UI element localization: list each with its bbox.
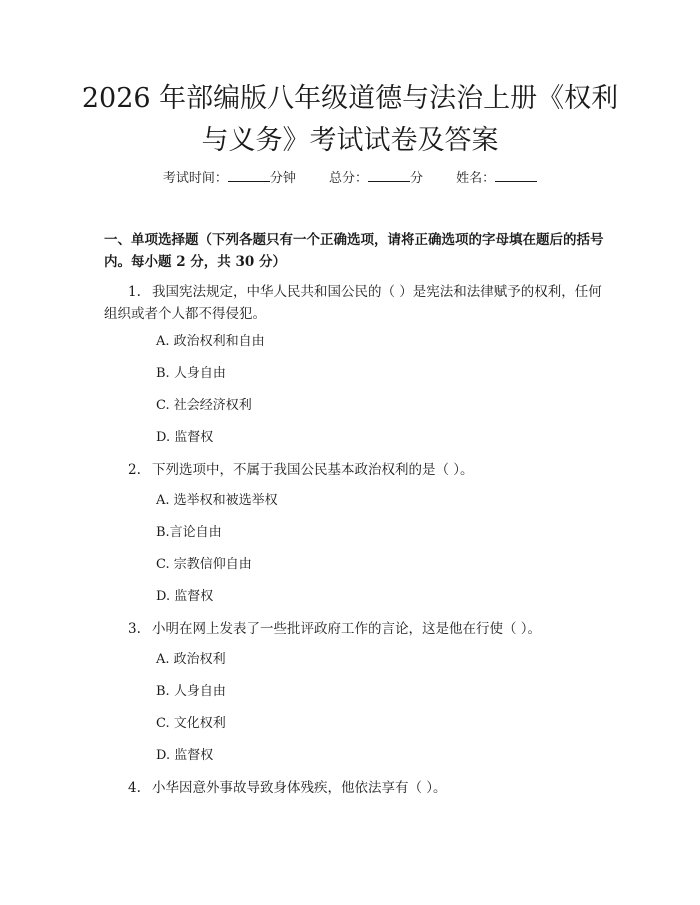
- question-number: 1.: [128, 284, 141, 300]
- option-1c: C. 社会经济权利: [156, 398, 252, 413]
- question-number: 3.: [128, 621, 141, 637]
- option-2d: D. 监督权: [156, 589, 214, 604]
- section-heading: 一、单项选择题（下列各题只有一个正确选项，请将正确选项的字母填在题后的括号内。每小题 2 分，共 30 分）: [104, 232, 604, 270]
- option-3a: A. 政治权利: [156, 652, 226, 667]
- question-1: [104, 281, 604, 325]
- option-2b: B.言论自由: [156, 525, 222, 540]
- question-4: [104, 777, 604, 799]
- name-blank[interactable]: [495, 169, 537, 182]
- question-number: 4.: [128, 780, 141, 796]
- option-3d: D. 监督权: [156, 748, 214, 763]
- question-3: [104, 618, 604, 640]
- question-text: 我国宪法规定，中华人民共和国公民的（ ）是宪法和法律赋予的权利，任何组织或者个人都不得侵犯。: [104, 284, 602, 322]
- title-line-2: 与义务》考试试卷及答案: [201, 125, 499, 156]
- name-label: 姓名：: [456, 171, 496, 186]
- option-2a: A. 选举权和被选举权: [156, 493, 278, 508]
- score-label: 总分：: [328, 171, 368, 186]
- option-2c: C. 宗教信仰自由: [156, 557, 252, 572]
- question-text: 下列选项中，不属于我国公民基本政治权利的是（ ）。: [152, 462, 474, 478]
- score-blank[interactable]: [368, 169, 410, 182]
- question-number: 2.: [128, 462, 141, 478]
- score-unit: 分: [410, 171, 424, 186]
- time-unit: 分钟: [269, 171, 296, 186]
- question-2: [104, 459, 604, 481]
- question-text: 小明在网上发表了一些批评政府工作的言论，这是他在行使（ ）。: [152, 621, 542, 637]
- option-3c: C. 文化权利: [156, 716, 226, 731]
- exam-info-line: [0, 169, 700, 188]
- option-1d: D. 监督权: [156, 430, 214, 445]
- option-3b: B. 人身自由: [156, 684, 226, 699]
- time-label: 考试时间：: [162, 171, 228, 186]
- option-1b: B. 人身自由: [156, 366, 226, 381]
- title-line-1: 2026 年部编版八年级道德与法治上册《权利: [81, 83, 619, 114]
- option-1a: A. 政治权利和自由: [156, 334, 265, 349]
- document-title: [60, 78, 640, 162]
- question-text: 小华因意外事故导致身体残疾，他依法享有（ ）。: [152, 780, 447, 796]
- time-blank[interactable]: [228, 169, 270, 182]
